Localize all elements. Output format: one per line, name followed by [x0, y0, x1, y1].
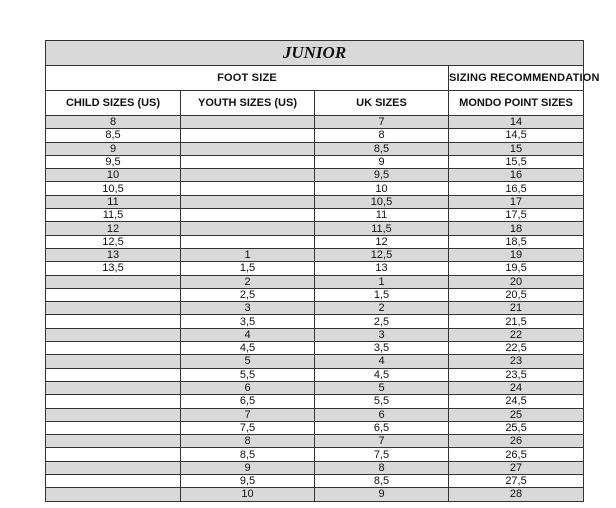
mondo-point-cell: 21 — [449, 302, 584, 315]
table-row — [46, 315, 584, 328]
mondo-point-cell: 16,5 — [449, 182, 584, 195]
table-row — [46, 195, 584, 208]
uk-size-cell: 7,5 — [315, 448, 449, 461]
mondo-point-cell: 15 — [449, 142, 584, 155]
youth-size-cell — [181, 116, 315, 129]
child-size-cell — [46, 328, 181, 341]
child-size-cell: 8,5 — [46, 129, 181, 142]
mondo-point-cell: 20,5 — [449, 288, 584, 301]
youth-size-cell: 9 — [181, 461, 315, 474]
child-size-cell — [46, 342, 181, 355]
child-size-cell — [46, 355, 181, 368]
child-size-cell: 13,5 — [46, 262, 181, 275]
youth-size-cell: 6,5 — [181, 395, 315, 408]
youth-size-cell — [181, 195, 315, 208]
uk-size-cell: 1,5 — [315, 288, 449, 301]
table-row — [46, 355, 584, 368]
table-row — [46, 235, 584, 248]
child-size-cell: 12 — [46, 222, 181, 235]
uk-size-cell: 4,5 — [315, 368, 449, 381]
youth-size-cell: 4 — [181, 328, 315, 341]
youth-size-cell: 10 — [181, 488, 315, 501]
youth-size-cell: 1,5 — [181, 262, 315, 275]
table-row — [46, 395, 584, 408]
column-header-uk-sizes: UK SIZES — [315, 91, 449, 116]
uk-size-cell: 7 — [315, 435, 449, 448]
youth-size-cell — [181, 182, 315, 195]
uk-size-cell: 8 — [315, 129, 449, 142]
youth-size-cell — [181, 235, 315, 248]
table-row — [46, 488, 584, 501]
child-size-cell: 10 — [46, 169, 181, 182]
mondo-point-cell: 17 — [449, 195, 584, 208]
table-row — [46, 129, 584, 142]
uk-size-cell: 12,5 — [315, 248, 449, 261]
uk-size-cell: 9 — [315, 155, 449, 168]
mondo-point-cell: 18,5 — [449, 235, 584, 248]
uk-size-cell: 7 — [315, 116, 449, 129]
table-row — [46, 155, 584, 168]
size-chart-body — [46, 41, 600, 502]
youth-size-cell: 2,5 — [181, 288, 315, 301]
table-row — [46, 209, 584, 222]
column-header-mondo-point-sizes: MONDO POINT SIZES — [449, 91, 584, 116]
child-size-cell — [46, 315, 181, 328]
uk-size-cell: 6,5 — [315, 421, 449, 434]
table-row — [46, 342, 584, 355]
uk-size-cell: 8,5 — [315, 475, 449, 488]
child-size-cell — [46, 395, 181, 408]
youth-size-cell: 3 — [181, 302, 315, 315]
mondo-point-cell: 27,5 — [449, 475, 584, 488]
child-size-cell — [46, 288, 181, 301]
uk-size-cell: 9,5 — [315, 169, 449, 182]
table-row — [46, 368, 584, 381]
mondo-point-cell: 23 — [449, 355, 584, 368]
table-row — [46, 262, 584, 275]
mondo-point-cell: 24,5 — [449, 395, 584, 408]
table-row — [46, 116, 584, 129]
mondo-point-cell: 28 — [449, 488, 584, 501]
youth-size-cell — [181, 209, 315, 222]
child-size-cell: 13 — [46, 248, 181, 261]
table-row — [46, 222, 584, 235]
table-row — [46, 248, 584, 261]
youth-size-cell — [181, 129, 315, 142]
mondo-point-cell: 17,5 — [449, 209, 584, 222]
youth-size-cell: 6 — [181, 381, 315, 394]
child-size-cell — [46, 488, 181, 501]
child-size-cell — [46, 475, 181, 488]
table-row — [46, 435, 584, 448]
uk-size-cell: 2 — [315, 302, 449, 315]
youth-size-cell — [181, 142, 315, 155]
mondo-point-cell: 23,5 — [449, 368, 584, 381]
uk-size-cell: 8,5 — [315, 142, 449, 155]
group-header-foot-size: FOOT SIZE — [46, 66, 449, 91]
youth-size-cell: 2 — [181, 275, 315, 288]
mondo-point-cell: 22,5 — [449, 342, 584, 355]
youth-size-cell — [181, 222, 315, 235]
youth-size-cell — [181, 169, 315, 182]
table-row — [46, 421, 584, 434]
mondo-point-cell: 19 — [449, 248, 584, 261]
table-row — [46, 475, 584, 488]
mondo-point-cell: 21,5 — [449, 315, 584, 328]
uk-size-cell: 4 — [315, 355, 449, 368]
table-title: JUNIOR — [46, 41, 584, 66]
youth-size-cell: 8 — [181, 435, 315, 448]
table-row — [46, 461, 584, 474]
child-size-cell: 11,5 — [46, 209, 181, 222]
child-size-cell: 11 — [46, 195, 181, 208]
youth-size-cell: 9,5 — [181, 475, 315, 488]
uk-size-cell: 1 — [315, 275, 449, 288]
youth-size-cell: 3,5 — [181, 315, 315, 328]
child-size-cell — [46, 421, 181, 434]
mondo-point-cell: 26,5 — [449, 448, 584, 461]
child-size-cell — [46, 461, 181, 474]
table-row — [46, 328, 584, 341]
column-header-child-sizes: CHILD SIZES (US) — [46, 91, 181, 116]
mondo-point-cell: 22 — [449, 328, 584, 341]
mondo-point-cell: 15,5 — [449, 155, 584, 168]
column-header-row — [46, 91, 584, 116]
mondo-point-cell: 14 — [449, 116, 584, 129]
child-size-cell — [46, 368, 181, 381]
table-row — [46, 302, 584, 315]
child-size-cell: 9 — [46, 142, 181, 155]
child-size-cell — [46, 381, 181, 394]
child-size-cell — [46, 435, 181, 448]
table-row — [46, 275, 584, 288]
child-size-cell: 8 — [46, 116, 181, 129]
mondo-point-cell: 26 — [449, 435, 584, 448]
uk-size-cell: 10,5 — [315, 195, 449, 208]
uk-size-cell: 6 — [315, 408, 449, 421]
uk-size-cell: 11,5 — [315, 222, 449, 235]
child-size-cell: 9,5 — [46, 155, 181, 168]
child-size-cell — [46, 408, 181, 421]
uk-size-cell: 12 — [315, 235, 449, 248]
mondo-point-cell: 19,5 — [449, 262, 584, 275]
uk-size-cell: 5 — [315, 381, 449, 394]
table-row — [46, 448, 584, 461]
child-size-cell: 12,5 — [46, 235, 181, 248]
junior-size-chart — [45, 40, 600, 502]
youth-size-cell: 5,5 — [181, 368, 315, 381]
youth-size-cell: 7 — [181, 408, 315, 421]
table-row — [46, 381, 584, 394]
group-header-sizing-recommendation: SIZING RECOMMENDATION — [449, 66, 584, 91]
child-size-cell: 10,5 — [46, 182, 181, 195]
mondo-point-cell: 24 — [449, 381, 584, 394]
column-header-youth-sizes: YOUTH SIZES (US) — [181, 91, 315, 116]
title-row — [46, 41, 584, 66]
mondo-point-cell: 20 — [449, 275, 584, 288]
uk-size-cell: 5,5 — [315, 395, 449, 408]
youth-size-cell: 7,5 — [181, 421, 315, 434]
uk-size-cell: 3 — [315, 328, 449, 341]
child-size-cell — [46, 275, 181, 288]
group-header-row — [46, 66, 584, 91]
uk-size-cell: 3,5 — [315, 342, 449, 355]
uk-size-cell: 11 — [315, 209, 449, 222]
uk-size-cell: 10 — [315, 182, 449, 195]
child-size-cell — [46, 448, 181, 461]
uk-size-cell: 2,5 — [315, 315, 449, 328]
youth-size-cell: 4,5 — [181, 342, 315, 355]
youth-size-cell — [181, 155, 315, 168]
mondo-point-cell: 25,5 — [449, 421, 584, 434]
uk-size-cell: 13 — [315, 262, 449, 275]
youth-size-cell: 8,5 — [181, 448, 315, 461]
mondo-point-cell: 27 — [449, 461, 584, 474]
mondo-point-cell: 14,5 — [449, 129, 584, 142]
youth-size-cell: 5 — [181, 355, 315, 368]
uk-size-cell: 8 — [315, 461, 449, 474]
mondo-point-cell: 16 — [449, 169, 584, 182]
mondo-point-cell: 25 — [449, 408, 584, 421]
mondo-point-cell: 18 — [449, 222, 584, 235]
table-row — [46, 169, 584, 182]
table-row — [46, 288, 584, 301]
child-size-cell — [46, 302, 181, 315]
table-row — [46, 182, 584, 195]
table-row — [46, 142, 584, 155]
table-row — [46, 408, 584, 421]
youth-size-cell: 1 — [181, 248, 315, 261]
uk-size-cell: 9 — [315, 488, 449, 501]
